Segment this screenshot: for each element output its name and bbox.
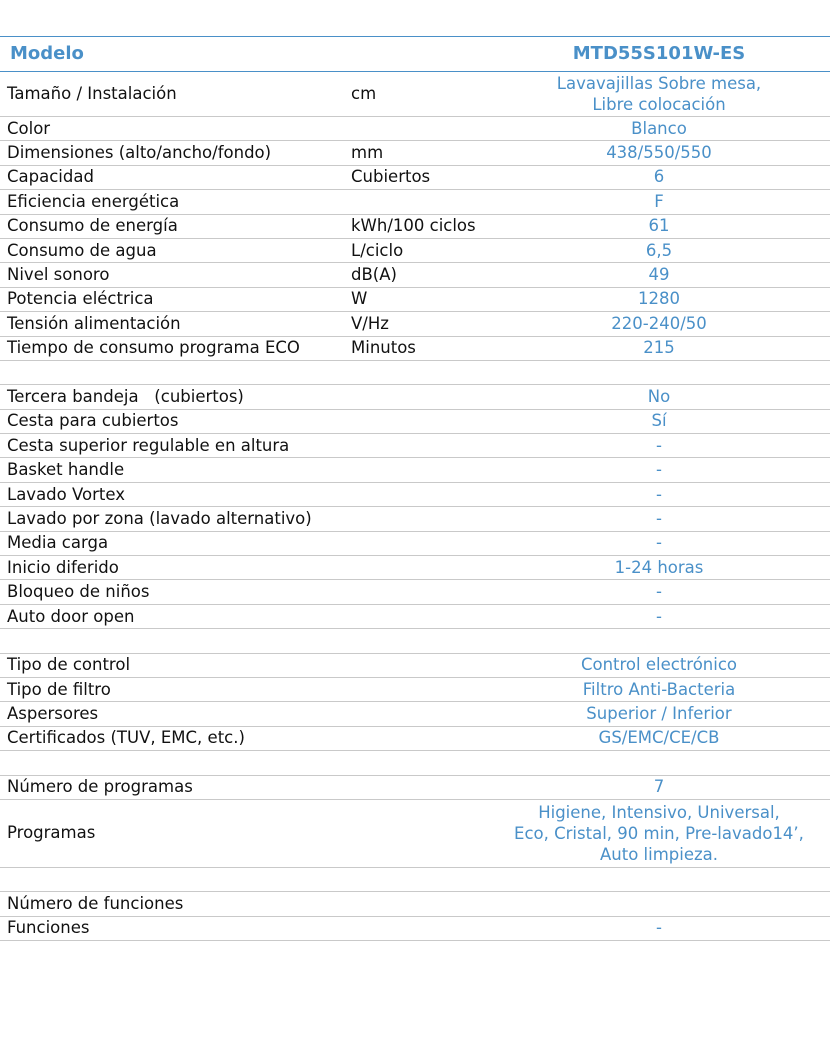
spec-label <box>0 751 344 775</box>
spec-unit <box>344 458 488 482</box>
spec-label: Auto door open <box>0 604 344 628</box>
spec-value: - <box>488 580 830 604</box>
spec-unit <box>344 604 488 628</box>
spec-label: Funciones <box>0 916 344 940</box>
model-name: MTD55S101W-ES <box>488 37 830 72</box>
spec-unit <box>344 360 488 384</box>
spec-unit <box>344 117 488 141</box>
spec-unit <box>344 507 488 531</box>
spec-label: Lavado por zona (lavado alternativo) <box>0 507 344 531</box>
table-row <box>0 702 830 726</box>
spec-label: Bloqueo de niños <box>0 580 344 604</box>
spec-label: Nivel sonoro <box>0 263 344 287</box>
spec-value: 7 <box>488 775 830 799</box>
spec-unit <box>344 799 488 867</box>
table-row <box>0 507 830 531</box>
table-row <box>0 336 830 360</box>
spec-label <box>0 867 344 891</box>
spec-body <box>0 72 830 941</box>
spec-value <box>488 751 830 775</box>
spec-label: Eficiencia energética <box>0 190 344 214</box>
spec-unit <box>344 677 488 701</box>
table-row <box>0 653 830 677</box>
table-row <box>0 629 830 653</box>
spec-value: 1-24 horas <box>488 556 830 580</box>
spec-unit: Minutos <box>344 336 488 360</box>
spec-value: 49 <box>488 263 830 287</box>
spec-value <box>488 629 830 653</box>
table-row <box>0 580 830 604</box>
spec-value: 438/550/550 <box>488 141 830 165</box>
table-row <box>0 360 830 384</box>
spec-value: 215 <box>488 336 830 360</box>
table-row <box>0 916 830 940</box>
spec-unit <box>344 385 488 409</box>
spec-value: 6 <box>488 165 830 189</box>
spec-label: Número de programas <box>0 775 344 799</box>
spec-unit <box>344 892 488 916</box>
spec-value: F <box>488 190 830 214</box>
spec-label: Tercera bandeja (cubiertos) <box>0 385 344 409</box>
spec-label: Tamaño / Instalación <box>0 72 344 117</box>
spec-value: 1280 <box>488 287 830 311</box>
spec-value: Superior / Inferior <box>488 702 830 726</box>
table-row <box>0 72 830 117</box>
spec-label: Tiempo de consumo programa ECO <box>0 336 344 360</box>
spec-unit <box>344 409 488 433</box>
header-unit-cell <box>344 37 488 72</box>
spec-unit <box>344 556 488 580</box>
spec-label: Programas <box>0 799 344 867</box>
spec-label: Tipo de control <box>0 653 344 677</box>
spec-value: - <box>488 507 830 531</box>
spec-label: Tensión alimentación <box>0 312 344 336</box>
table-row <box>0 677 830 701</box>
spec-value: 220-240/50 <box>488 312 830 336</box>
spec-unit: V/Hz <box>344 312 488 336</box>
spec-value: 6,5 <box>488 238 830 262</box>
table-row <box>0 287 830 311</box>
spec-label: Inicio diferido <box>0 556 344 580</box>
spec-unit <box>344 726 488 750</box>
spec-unit: kWh/100 ciclos <box>344 214 488 238</box>
spec-value: - <box>488 916 830 940</box>
spec-unit: dB(A) <box>344 263 488 287</box>
header-label: Modelo <box>0 37 344 72</box>
spec-label: Potencia eléctrica <box>0 287 344 311</box>
spec-value: - <box>488 604 830 628</box>
table-row <box>0 434 830 458</box>
table-row <box>0 751 830 775</box>
spec-label: Tipo de filtro <box>0 677 344 701</box>
spec-label: Certificados (TUV, EMC, etc.) <box>0 726 344 750</box>
spec-unit <box>344 702 488 726</box>
spec-table <box>0 36 830 941</box>
spec-unit <box>344 916 488 940</box>
table-row <box>0 214 830 238</box>
spec-sheet <box>0 36 830 941</box>
spec-unit: mm <box>344 141 488 165</box>
spec-label: Aspersores <box>0 702 344 726</box>
spec-label: Dimensiones (alto/ancho/fondo) <box>0 141 344 165</box>
spec-value: Sí <box>488 409 830 433</box>
table-row <box>0 312 830 336</box>
spec-unit: W <box>344 287 488 311</box>
spec-unit <box>344 190 488 214</box>
spec-value <box>488 867 830 891</box>
header-row <box>0 37 830 72</box>
spec-unit: L/ciclo <box>344 238 488 262</box>
table-row <box>0 165 830 189</box>
spec-label <box>0 360 344 384</box>
spec-value: - <box>488 482 830 506</box>
table-row <box>0 385 830 409</box>
spec-label: Cesta para cubiertos <box>0 409 344 433</box>
table-row <box>0 482 830 506</box>
spec-value: - <box>488 434 830 458</box>
table-row <box>0 117 830 141</box>
table-row <box>0 867 830 891</box>
spec-value: Control electrónico <box>488 653 830 677</box>
spec-unit: Cubiertos <box>344 165 488 189</box>
table-row <box>0 263 830 287</box>
spec-unit <box>344 775 488 799</box>
spec-label: Media carga <box>0 531 344 555</box>
table-row <box>0 409 830 433</box>
spec-unit <box>344 653 488 677</box>
table-row <box>0 604 830 628</box>
table-row <box>0 556 830 580</box>
table-row <box>0 531 830 555</box>
spec-label <box>0 629 344 653</box>
spec-unit: cm <box>344 72 488 117</box>
spec-unit <box>344 629 488 653</box>
spec-label: Número de funciones <box>0 892 344 916</box>
table-row <box>0 190 830 214</box>
spec-unit <box>344 531 488 555</box>
spec-label: Consumo de agua <box>0 238 344 262</box>
spec-unit <box>344 580 488 604</box>
table-row <box>0 458 830 482</box>
spec-unit <box>344 434 488 458</box>
table-row <box>0 238 830 262</box>
spec-value: 61 <box>488 214 830 238</box>
spec-unit <box>344 751 488 775</box>
table-row <box>0 141 830 165</box>
table-row <box>0 775 830 799</box>
spec-label: Basket handle <box>0 458 344 482</box>
spec-value: - <box>488 531 830 555</box>
spec-value: Higiene, Intensivo, Universal, Eco, Cristal, 90 min, Pre-lavado14’, Auto limpieza. <box>488 799 830 867</box>
spec-value: No <box>488 385 830 409</box>
spec-value: Lavavajillas Sobre mesa, Libre colocación <box>488 72 830 117</box>
spec-unit <box>344 867 488 891</box>
spec-value: Filtro Anti-Bacteria <box>488 677 830 701</box>
spec-value: Blanco <box>488 117 830 141</box>
spec-unit <box>344 482 488 506</box>
spec-value: GS/EMC/CE/CB <box>488 726 830 750</box>
spec-value <box>488 360 830 384</box>
spec-value: - <box>488 458 830 482</box>
table-row <box>0 892 830 916</box>
table-row <box>0 799 830 867</box>
spec-label: Color <box>0 117 344 141</box>
table-row <box>0 726 830 750</box>
spec-label: Cesta superior regulable en altura <box>0 434 344 458</box>
spec-value <box>488 892 830 916</box>
spec-label: Lavado Vortex <box>0 482 344 506</box>
spec-label: Capacidad <box>0 165 344 189</box>
spec-label: Consumo de energía <box>0 214 344 238</box>
